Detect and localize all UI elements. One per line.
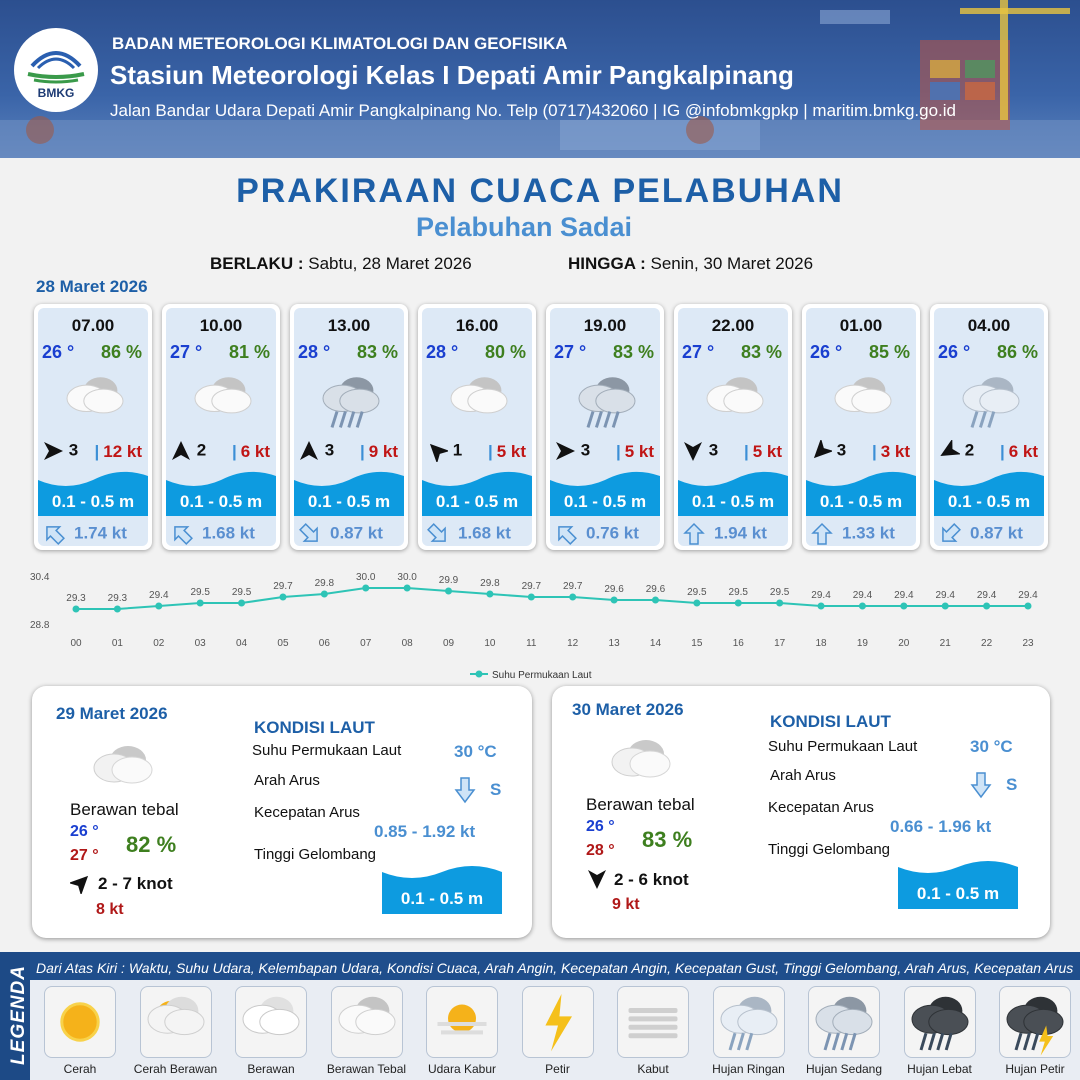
data-label: 29.4 (894, 590, 914, 601)
legend-side-label (0, 952, 30, 1080)
petir-icon (523, 987, 593, 1057)
data-point (942, 603, 949, 610)
day2-current-speed: 0.85 - 1.92 kt (374, 822, 476, 841)
slot-temperature: 28 ° (426, 342, 459, 362)
slot-wave-height: 0.1 - 0.5 m (307, 492, 391, 511)
berawan-tebal-icon (332, 987, 402, 1057)
data-point (197, 600, 204, 607)
slot-current (682, 522, 786, 546)
slot-humidity: 85 % (868, 342, 910, 362)
slot-gust-value: 5 kt (752, 442, 782, 461)
current-direction-icon (554, 522, 578, 546)
data-label: 29.4 (1018, 590, 1038, 601)
hourly-card-body (678, 308, 788, 546)
station-name: Stasiun Meteorologi Kelas I Depati Amir Pangkalpinang (110, 60, 794, 90)
legend-item-udara-kabur (426, 986, 498, 1058)
day2-speed-label: Kecepatan Arus (254, 804, 360, 821)
legend-item-label: Kabut (637, 1062, 669, 1076)
slot-gust-value: 12 kt (103, 442, 142, 461)
slot-current-speed: 0.87 kt (330, 523, 383, 543)
data-label: 29.5 (728, 587, 748, 598)
slot-temperature: 27 ° (170, 342, 203, 362)
data-point (859, 603, 866, 610)
data-label: 29.3 (107, 593, 128, 604)
data-point (279, 594, 286, 601)
hourly-card (34, 304, 152, 550)
data-point (818, 603, 825, 610)
day3-humidity: 83 % (642, 827, 693, 852)
x-tick-label: 07 (360, 638, 372, 649)
legend-item-hujan-lebat (904, 986, 976, 1058)
legend-item-label: Hujan Sedang (805, 1062, 883, 1076)
day3-gust: 9 kt (612, 896, 640, 913)
slot-humidity: 83 % (356, 342, 398, 362)
valid-from-label: BERLAKU : (210, 254, 304, 273)
hourly-card-body (806, 308, 916, 546)
data-label: 29.6 (645, 584, 666, 595)
current-down-arrow-icon (454, 776, 476, 804)
hourly-card (290, 304, 408, 550)
header-banner (0, 0, 1080, 158)
slot-gust: | 12 kt (94, 442, 142, 461)
data-point (155, 603, 162, 610)
day3-sst: 30 °C (970, 737, 1013, 756)
berawan-tebal-icon (444, 368, 514, 434)
x-tick-label: 05 (277, 638, 289, 649)
data-point (569, 594, 576, 601)
data-label: 29.6 (604, 584, 624, 595)
data-point (528, 594, 535, 601)
y-tick-label: 28.8 (30, 620, 50, 631)
slot-gust: | 5 kt (487, 442, 526, 461)
slot-temperature: 27 ° (554, 342, 587, 362)
day2-dir-label: Arah Arus (254, 772, 320, 789)
slot-current-speed: 1.68 kt (202, 523, 255, 543)
day3-temp-max: 28 ° (586, 842, 615, 859)
day3-speed-label: Kecepatan Arus (768, 799, 874, 816)
legend-item-label: Hujan Petir (1005, 1062, 1065, 1076)
data-label: 29.7 (562, 581, 583, 592)
day3-date: 30 Maret 2026 (572, 700, 684, 719)
x-tick-label: 16 (732, 638, 744, 649)
slot-wave-height: 0.1 - 0.5 m (179, 492, 263, 511)
x-tick-label: 15 (691, 638, 703, 649)
slot-gust: | 9 kt (359, 442, 398, 461)
x-tick-label: 18 (815, 638, 827, 649)
data-point (73, 606, 80, 613)
data-point (486, 591, 493, 598)
station-address: Jalan Bandar Udara Depati Amir Pangkalpinang No. Telp (0717)432060 | IG @infobmkgpkp | maritim.bmkg.go.id (110, 101, 957, 120)
slot-current (42, 522, 146, 546)
x-tick-label: 14 (649, 638, 662, 649)
x-tick-label: 12 (567, 638, 579, 649)
hourly-card-body (166, 308, 276, 546)
data-label: 29.4 (852, 590, 873, 601)
data-label: 29.8 (314, 578, 335, 589)
legend-item-label: Cerah (63, 1062, 97, 1076)
legend-panel (0, 952, 1080, 1080)
slot-wind-speed: 3 (68, 440, 79, 460)
slot-time: 01.00 (839, 316, 883, 335)
hourly-card-body (294, 308, 404, 546)
slot-time: 07.00 (71, 316, 115, 335)
legend-item-cerah (44, 986, 116, 1058)
slot-wind-speed: 3 (324, 440, 335, 460)
legend-marker (476, 671, 483, 678)
legend-item-label: Udara Kabur (427, 1062, 497, 1076)
day2-temp-min: 26 ° (70, 823, 99, 840)
day2-current-dir: S (490, 780, 502, 799)
legend-item-kabut (617, 986, 689, 1058)
hourly-card (674, 304, 792, 550)
bmkg-logo (14, 28, 98, 112)
day3-wind: 2 - 6 knot (614, 870, 689, 889)
slot-gust: | 6 kt (999, 442, 1038, 461)
hourly-card-body (550, 308, 660, 546)
day2-condition: Berawan tebal (70, 800, 179, 819)
slot-gust-value: 9 kt (368, 442, 398, 461)
slot-humidity: 80 % (484, 342, 526, 362)
port-name: Pelabuhan Sadai (415, 212, 633, 242)
slot-current (938, 522, 1042, 546)
current-direction-icon (298, 522, 322, 546)
day2-sst-label: Suhu Permukaan Laut (252, 742, 402, 759)
slot-wave-height: 0.1 - 0.5 m (51, 492, 135, 511)
legend-item-label: Cerah Berawan (133, 1062, 218, 1076)
legend-item-label: Hujan Ringan (712, 1062, 785, 1076)
day2-summary (32, 686, 532, 938)
data-point (362, 585, 369, 592)
legend-item-label: Berawan (247, 1062, 295, 1076)
x-tick-label: 23 (1022, 638, 1034, 649)
day3-wave: 0.1 - 0.5 m (916, 884, 1000, 903)
legend-item-hujan-ringan (713, 986, 785, 1058)
hujan-sedang-icon (572, 368, 642, 434)
legend-item-label: Berawan Tebal (326, 1062, 407, 1076)
data-label: 30.0 (356, 572, 376, 583)
slot-wind-speed: 3 (836, 440, 847, 460)
data-label: 29.5 (687, 587, 707, 598)
slot-current (426, 522, 530, 546)
day3-kondisi-title: KONDISI LAUT (770, 712, 891, 731)
slot-temperature: 28 ° (298, 342, 331, 362)
slot-current (170, 522, 274, 546)
day2-wave: 0.1 - 0.5 m (400, 889, 484, 908)
valid-from (210, 254, 472, 274)
hujan-sedang-icon (316, 368, 386, 434)
data-point (404, 585, 411, 592)
legend-item-petir (522, 986, 594, 1058)
slot-wave-height: 0.1 - 0.5 m (563, 492, 647, 511)
legend-item-cerah-berawan (140, 986, 212, 1058)
slot-gust: | 5 kt (615, 442, 654, 461)
hourly-card (546, 304, 664, 550)
slot-current-speed: 0.87 kt (970, 523, 1023, 543)
current-direction-icon (938, 522, 962, 546)
hourly-card-body (38, 308, 148, 546)
x-tick-label: 11 (526, 638, 537, 649)
data-point (445, 588, 452, 595)
data-point (652, 597, 659, 604)
x-tick-label: 01 (111, 638, 123, 649)
current-direction-icon (42, 522, 66, 546)
slot-wind-speed: 3 (580, 440, 591, 460)
data-label: 29.7 (273, 581, 293, 592)
current-direction-icon (170, 522, 194, 546)
berawan-tebal-icon (700, 368, 770, 434)
legend-label: Suhu Permukaan Laut (492, 670, 592, 681)
legend-item-hujan-petir (999, 986, 1071, 1058)
x-tick-label: 10 (484, 638, 496, 649)
slot-time: 22.00 (711, 316, 755, 335)
data-point (983, 603, 990, 610)
data-label: 29.4 (976, 590, 997, 601)
x-tick-label: 04 (236, 638, 248, 649)
slot-current-speed: 0.76 kt (586, 523, 639, 543)
slot-wind-speed: 1 (452, 440, 463, 460)
legend-title: LEGENDA (8, 965, 29, 1065)
data-point (321, 591, 328, 598)
berawan-icon (236, 987, 306, 1057)
wind-direction-icon (70, 872, 92, 894)
current-direction-icon (682, 522, 706, 546)
day2-wave-label: Tinggi Gelombang (254, 846, 377, 863)
data-point (735, 600, 742, 607)
slot-gust: | 3 kt (871, 442, 910, 461)
slot-current (554, 522, 658, 546)
x-tick-label: 09 (442, 638, 455, 649)
hujan-petir-icon (1000, 987, 1070, 1057)
kabut-icon (618, 987, 688, 1057)
slot-temperature: 27 ° (682, 342, 715, 362)
day3-dir-label: Arah Arus (770, 767, 836, 784)
x-tick-label: 08 (401, 638, 413, 649)
data-point (693, 600, 700, 607)
series-line (76, 588, 1028, 609)
slot-current (810, 522, 914, 546)
slot-gust-value: 3 kt (880, 442, 910, 461)
cerah-berawan-icon (141, 987, 211, 1057)
day3-wave-label: Tinggi Gelombang (768, 841, 891, 858)
day1-date: 28 Maret 2026 (36, 277, 148, 296)
hourly-card-body (934, 308, 1044, 546)
legend-item-berawan-tebal (331, 986, 403, 1058)
day3-current-dir: S (1006, 775, 1018, 794)
data-point (238, 600, 245, 607)
valid-to-label: HINGGA : (568, 254, 646, 273)
org-name: BADAN METEOROLOGI KLIMATOLOGI DAN GEOFISIKA (112, 34, 568, 53)
x-tick-label: 06 (318, 638, 330, 649)
slot-wave-height: 0.1 - 0.5 m (691, 492, 775, 511)
day3-sst-label: Suhu Permukaan Laut (768, 738, 918, 755)
slot-gust-value: 5 kt (496, 442, 526, 461)
legend-item-berawan (235, 986, 307, 1058)
x-tick-label: 02 (153, 638, 165, 649)
slot-current-speed: 1.94 kt (714, 523, 767, 543)
slot-time: 19.00 (583, 316, 627, 335)
data-label: 29.5 (769, 587, 790, 598)
slot-current-speed: 1.33 kt (842, 523, 895, 543)
hourly-card (930, 304, 1048, 550)
x-tick-label: 22 (981, 638, 993, 649)
valid-to (568, 254, 813, 274)
current-direction-icon (810, 522, 834, 546)
slot-current-speed: 1.68 kt (458, 523, 511, 543)
hourly-card-body (422, 308, 532, 546)
slot-humidity: 81 % (228, 342, 270, 362)
data-label: 29.4 (935, 590, 955, 601)
hujan-ringan-icon (956, 368, 1026, 434)
logo-text: BMKG (37, 86, 75, 100)
day3-temp-min: 26 ° (586, 818, 615, 835)
data-label: 30.0 (397, 572, 417, 583)
slot-temperature: 26 ° (938, 342, 971, 362)
data-point (1025, 603, 1032, 610)
slot-wave-height: 0.1 - 0.5 m (819, 492, 903, 511)
x-tick-label: 19 (856, 638, 868, 649)
slot-wave-height: 0.1 - 0.5 m (947, 492, 1031, 511)
legend-item-hujan-sedang (808, 986, 880, 1058)
day2-temp-max: 27 ° (70, 847, 99, 864)
berawan-tebal-icon (88, 738, 160, 790)
x-tick-label: 00 (70, 638, 82, 649)
slot-temperature: 26 ° (42, 342, 75, 362)
data-label: 29.9 (438, 575, 459, 586)
slot-wind-speed: 2 (196, 440, 207, 460)
slot-time: 04.00 (967, 316, 1011, 335)
day2-gust: 8 kt (96, 901, 124, 918)
current-down-arrow-icon (970, 771, 992, 799)
slot-wind-speed: 3 (708, 440, 719, 460)
valid-to-value: Senin, 30 Maret 2026 (650, 254, 814, 273)
day3-summary (552, 686, 1050, 938)
data-label: 29.4 (811, 590, 831, 601)
day2-humidity: 82 % (126, 832, 177, 857)
page-title: PRAKIRAAN CUACA PELABUHAN (236, 172, 844, 210)
slot-humidity: 83 % (740, 342, 782, 362)
day3-current-speed: 0.66 - 1.96 kt (890, 817, 992, 836)
x-tick-label: 20 (898, 638, 910, 649)
hourly-card (802, 304, 920, 550)
day2-wind: 2 - 7 knot (98, 874, 173, 893)
data-point (611, 597, 618, 604)
berawan-tebal-icon (606, 732, 678, 784)
data-label: 29.5 (231, 587, 252, 598)
hourly-card (418, 304, 536, 550)
day2-date: 29 Maret 2026 (56, 704, 168, 723)
slot-current-speed: 1.74 kt (74, 523, 127, 543)
day3-condition: Berawan tebal (586, 795, 695, 814)
slot-gust: | 6 kt (231, 442, 270, 461)
slot-wind-speed: 2 (964, 440, 975, 460)
slot-gust-value: 6 kt (240, 442, 270, 461)
slot-humidity: 86 % (996, 342, 1038, 362)
wind-direction-icon (586, 868, 608, 890)
slot-wave-height: 0.1 - 0.5 m (435, 492, 519, 511)
x-tick-label: 13 (608, 638, 620, 649)
slot-time: 16.00 (455, 316, 499, 335)
hujan-sedang-icon (809, 987, 879, 1057)
slot-temperature: 26 ° (810, 342, 843, 362)
udara-kabur-icon (427, 987, 497, 1057)
hourly-card (162, 304, 280, 550)
day2-sst: 30 °C (454, 742, 497, 761)
data-label: 29.7 (521, 581, 542, 592)
data-point (776, 600, 783, 607)
sea-surface-temperature-chart (30, 562, 1050, 686)
hujan-lebat-icon (905, 987, 975, 1057)
slot-time: 10.00 (199, 316, 243, 335)
day2-kondisi-title: KONDISI LAUT (254, 718, 375, 737)
legend-note: Dari Atas Kiri : Waktu, Suhu Udara, Kelembapan Udara, Kondisi Cuaca, Arah Angin, Kecepatan Angin, Kecepatan Gust, Tinggi Gelombang, Arah Arus, Kecepatan Arus (36, 960, 1074, 976)
berawan-tebal-icon (60, 368, 130, 434)
data-label: 29.4 (149, 590, 169, 601)
x-tick-label: 21 (939, 638, 951, 649)
data-label: 29.5 (190, 587, 210, 598)
data-point (900, 603, 907, 610)
legend-item-label: Petir (545, 1062, 570, 1076)
valid-from-value: Sabtu, 28 Maret 2026 (308, 254, 472, 273)
current-direction-icon (426, 522, 450, 546)
berawan-tebal-icon (828, 368, 898, 434)
hujan-ringan-icon (714, 987, 784, 1057)
data-label: 29.3 (66, 593, 86, 604)
slot-gust-value: 6 kt (1008, 442, 1038, 461)
legend-item-label: Hujan Lebat (907, 1062, 972, 1076)
data-point (114, 606, 121, 613)
slot-humidity: 86 % (100, 342, 142, 362)
slot-time: 13.00 (327, 316, 371, 335)
x-tick-label: 03 (194, 638, 206, 649)
x-tick-label: 17 (774, 638, 786, 649)
slot-gust-value: 5 kt (624, 442, 654, 461)
slot-current (298, 522, 402, 546)
slot-gust: | 5 kt (743, 442, 782, 461)
data-label: 29.8 (480, 578, 500, 589)
y-tick-label: 30.4 (30, 572, 50, 583)
slot-humidity: 83 % (612, 342, 654, 362)
berawan-tebal-icon (188, 368, 258, 434)
cerah-icon (45, 987, 115, 1057)
